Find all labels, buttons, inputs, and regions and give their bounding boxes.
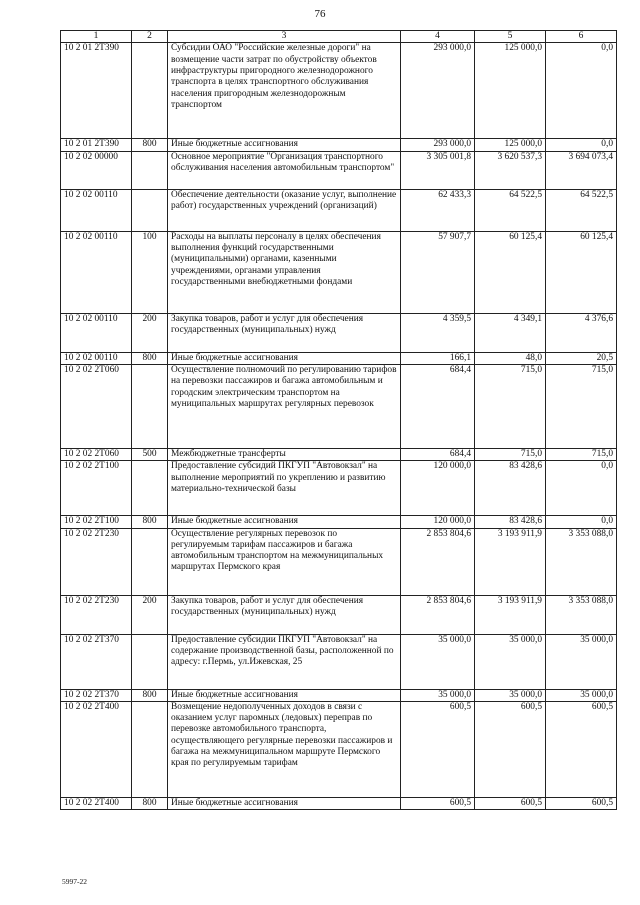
- row-code: 10 2 02 00110: [61, 352, 132, 364]
- row-value-col4: 35 000,0: [401, 689, 475, 701]
- table-row: [61, 528, 617, 595]
- row-code: 10 2 02 2Т060: [61, 448, 132, 460]
- row-value-col5: 48,0: [475, 352, 546, 364]
- table-row: [61, 151, 617, 189]
- row-description: Иные бюджетные ассигнования: [168, 797, 401, 809]
- table-row: [61, 139, 617, 151]
- row-value-col6: 0,0: [546, 43, 617, 139]
- table-row: [61, 231, 617, 313]
- row-expense-type: 800: [132, 516, 168, 528]
- row-description: Осуществление регулярных перевозок по регулируемым тарифам пассажиров и багажа автомобильным транспортом на межмуниципальных маршрутах Пермского края: [168, 528, 401, 595]
- table-row: [61, 352, 617, 364]
- row-expense-type: [132, 364, 168, 448]
- header-row: [61, 31, 617, 43]
- column-header-5: 5: [475, 31, 546, 43]
- row-value-col6: 0,0: [546, 139, 617, 151]
- row-code: 10 2 02 2Т400: [61, 701, 132, 797]
- row-value-col5: 600,5: [475, 701, 546, 797]
- row-description: Иные бюджетные ассигнования: [168, 516, 401, 528]
- row-expense-type: 800: [132, 139, 168, 151]
- row-description: Субсидии ОАО "Российские железные дороги" на возмещение части затрат по обустройству объектов инфраструктуры пригородного железнодорожного транспорта в целях транспортного обслуживания населения пригородным железнодорожным транспортом: [168, 43, 401, 139]
- row-value-col6: 715,0: [546, 448, 617, 460]
- table-row: [61, 797, 617, 809]
- row-code: 10 2 02 2Т060: [61, 364, 132, 448]
- row-description: Расходы на выплаты персоналу в целях обеспечения выполнения функций государственными (муниципальными) органами, казенными учреждениями, органами управления государственными внебюджетными фондами: [168, 231, 401, 313]
- row-value-col4: 4 359,5: [401, 313, 475, 352]
- row-description: Иные бюджетные ассигнования: [168, 139, 401, 151]
- row-description: Закупка товаров, работ и услуг для обеспечения государственных (муниципальных) нужд: [168, 595, 401, 634]
- row-value-col6: 35 000,0: [546, 689, 617, 701]
- row-value-col6: 3 353 088,0: [546, 528, 617, 595]
- row-value-col4: 684,4: [401, 364, 475, 448]
- row-code: 10 2 02 2Т230: [61, 595, 132, 634]
- row-expense-type: [132, 43, 168, 139]
- row-value-col6: 0,0: [546, 516, 617, 528]
- row-value-col5: 715,0: [475, 448, 546, 460]
- table-row: [61, 634, 617, 689]
- row-value-col5: 600,5: [475, 797, 546, 809]
- table-row: [61, 364, 617, 448]
- row-code: 10 2 02 2Т370: [61, 689, 132, 701]
- column-header-2: 2: [132, 31, 168, 43]
- row-value-col4: 600,5: [401, 797, 475, 809]
- row-value-col5: 83 428,6: [475, 461, 546, 516]
- table-row: [61, 189, 617, 231]
- footer-document-code: 5997-22: [62, 877, 87, 886]
- row-value-col5: 4 349,1: [475, 313, 546, 352]
- row-value-col6: 3 353 088,0: [546, 595, 617, 634]
- row-value-col6: 600,5: [546, 797, 617, 809]
- row-value-col4: 62 433,3: [401, 189, 475, 231]
- row-value-col5: 60 125,4: [475, 231, 546, 313]
- row-value-col4: 684,4: [401, 448, 475, 460]
- row-value-col4: 2 853 804,6: [401, 595, 475, 634]
- table-row: [61, 516, 617, 528]
- row-code: 10 2 01 2Т390: [61, 139, 132, 151]
- row-code: 10 2 01 2Т390: [61, 43, 132, 139]
- column-header-1: 1: [61, 31, 132, 43]
- row-value-col5: 83 428,6: [475, 516, 546, 528]
- row-description: Закупка товаров, работ и услуг для обеспечения государственных (муниципальных) нужд: [168, 313, 401, 352]
- row-code: 10 2 02 00110: [61, 313, 132, 352]
- budget-table: [60, 30, 617, 810]
- row-value-col6: 35 000,0: [546, 634, 617, 689]
- row-value-col5: 35 000,0: [475, 634, 546, 689]
- row-value-col6: 3 694 073,4: [546, 151, 617, 189]
- row-expense-type: 500: [132, 448, 168, 460]
- row-value-col4: 2 853 804,6: [401, 528, 475, 595]
- row-code: 10 2 02 2Т100: [61, 516, 132, 528]
- row-expense-type: 800: [132, 352, 168, 364]
- row-value-col6: 20,5: [546, 352, 617, 364]
- row-expense-type: [132, 189, 168, 231]
- row-description: Иные бюджетные ассигнования: [168, 352, 401, 364]
- row-value-col6: 0,0: [546, 461, 617, 516]
- row-expense-type: [132, 528, 168, 595]
- table-row: [61, 461, 617, 516]
- row-description: Возмещение недополученных доходов в связи с оказанием услуг паромных (ледовых) переправ по перевозке автомобильного транспорта, осуществляющего регулярные перевозки пассажиров и багажа на межмуниципальном маршруте Пермского края по регулируемым тарифам: [168, 701, 401, 797]
- row-value-col5: 3 620 537,3: [475, 151, 546, 189]
- page-number: 76: [314, 8, 326, 20]
- row-value-col4: 3 305 001,8: [401, 151, 475, 189]
- row-description: Основное мероприятие "Организация транспортного обслуживания населения автомобильным транспортом": [168, 151, 401, 189]
- row-expense-type: [132, 151, 168, 189]
- row-value-col4: 57 907,7: [401, 231, 475, 313]
- row-code: 10 2 02 2Т400: [61, 797, 132, 809]
- row-expense-type: 800: [132, 797, 168, 809]
- row-value-col5: 715,0: [475, 364, 546, 448]
- table-row: [61, 313, 617, 352]
- row-value-col6: 60 125,4: [546, 231, 617, 313]
- row-value-col4: 120 000,0: [401, 516, 475, 528]
- row-description: Предоставление субсидий ПКГУП "Автовокзал" на выполнение мероприятий по укреплению и развитию материально-технической базы: [168, 461, 401, 516]
- row-expense-type: 200: [132, 313, 168, 352]
- table-row: [61, 689, 617, 701]
- row-code: 10 2 02 00110: [61, 189, 132, 231]
- row-expense-type: [132, 701, 168, 797]
- row-value-col5: 35 000,0: [475, 689, 546, 701]
- row-description: Обеспечение деятельности (оказание услуг, выполнение работ) государственных учреждений (организаций): [168, 189, 401, 231]
- row-value-col5: 3 193 911,9: [475, 595, 546, 634]
- row-expense-type: [132, 461, 168, 516]
- column-header-6: 6: [546, 31, 617, 43]
- table-row: [61, 448, 617, 460]
- row-expense-type: [132, 634, 168, 689]
- row-value-col6: 4 376,6: [546, 313, 617, 352]
- row-value-col5: 64 522,5: [475, 189, 546, 231]
- row-value-col4: 120 000,0: [401, 461, 475, 516]
- row-expense-type: 800: [132, 689, 168, 701]
- column-header-4: 4: [401, 31, 475, 43]
- row-value-col6: 715,0: [546, 364, 617, 448]
- row-value-col6: 600,5: [546, 701, 617, 797]
- row-description: Межбюджетные трансферты: [168, 448, 401, 460]
- row-value-col4: 293 000,0: [401, 139, 475, 151]
- table-row: [61, 595, 617, 634]
- row-value-col4: 600,5: [401, 701, 475, 797]
- row-value-col5: 125 000,0: [475, 43, 546, 139]
- row-description: Осуществление полномочий по регулированию тарифов на перевозки пассажиров и багажа автомобильным и городским электрическим транспортом на муниципальных маршрутах регулярных перевозок: [168, 364, 401, 448]
- row-description: Иные бюджетные ассигнования: [168, 689, 401, 701]
- row-value-col5: 3 193 911,9: [475, 528, 546, 595]
- row-code: 10 2 02 2Т370: [61, 634, 132, 689]
- column-header-3: 3: [168, 31, 401, 43]
- table-row: [61, 43, 617, 139]
- row-code: 10 2 02 00110: [61, 231, 132, 313]
- row-code: 10 2 02 2Т230: [61, 528, 132, 595]
- row-description: Предоставление субсидии ПКГУП "Автовокзал" на содержание производственной базы, расположенной по адресу: г.Пермь, ул.Ижевская, 25: [168, 634, 401, 689]
- row-value-col4: 166,1: [401, 352, 475, 364]
- row-value-col4: 35 000,0: [401, 634, 475, 689]
- row-code: 10 2 02 2Т100: [61, 461, 132, 516]
- row-value-col5: 125 000,0: [475, 139, 546, 151]
- table-row: [61, 701, 617, 797]
- row-expense-type: 200: [132, 595, 168, 634]
- row-value-col6: 64 522,5: [546, 189, 617, 231]
- row-expense-type: 100: [132, 231, 168, 313]
- row-value-col4: 293 000,0: [401, 43, 475, 139]
- row-code: 10 2 02 00000: [61, 151, 132, 189]
